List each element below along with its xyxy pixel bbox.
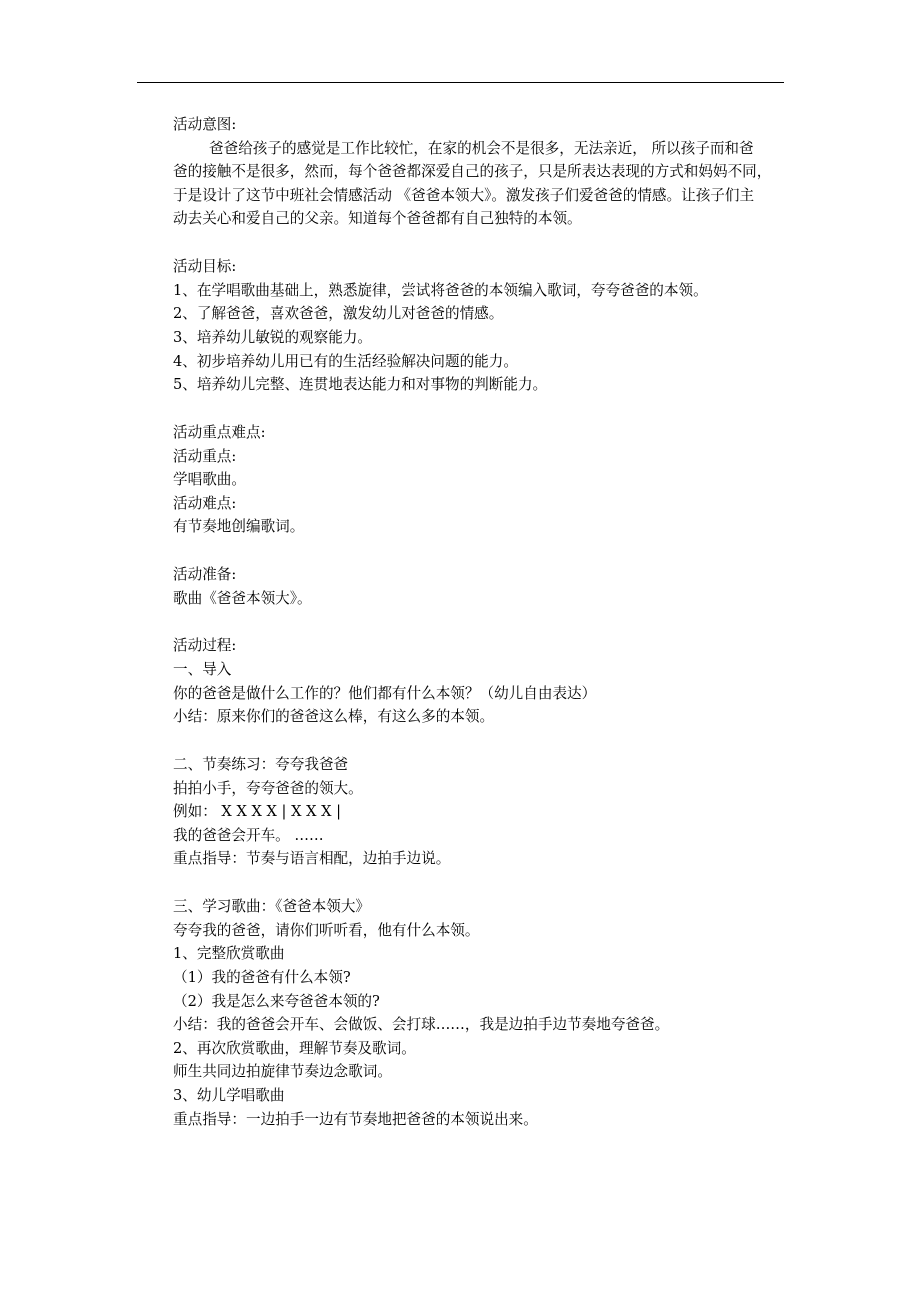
part2-line: 重点指导：节奏与语言相配，边拍手边说。 (173, 850, 451, 868)
process-heading: 活动过程: (173, 637, 237, 655)
part3-line: 1、完整欣赏歌曲 (173, 945, 285, 963)
part2-line: 拍拍小手，夸夸爸爸的领大。 (173, 779, 363, 797)
key-point-label: 活动重点: (173, 447, 237, 465)
spacer (173, 729, 793, 753)
difficulty-label: 活动难点: (173, 494, 237, 512)
difficulty-value: 有节奏地创编歌词。 (173, 518, 305, 536)
intent-heading: 活动意图: (173, 116, 237, 133)
spacer (173, 231, 793, 255)
prep-heading: 活动准备: (173, 566, 237, 584)
spacer (173, 871, 793, 895)
part3-line: 3、幼儿学唱歌曲 (173, 1086, 285, 1104)
prep-value: 歌曲《爸爸本领大》。 (173, 589, 312, 607)
part2-line: 例如： X X X X | X X X | (173, 803, 342, 821)
goal-item: 3、培养幼儿敏锐的观察能力。 (173, 328, 373, 346)
part2-line: 我的爸爸会开车。 …… (173, 826, 324, 844)
key-point-value: 学唱歌曲。 (173, 471, 246, 489)
intent-paragraph (173, 137, 785, 231)
part1-line: 你的爸爸是做什么工作的？他们都有什么本领？（幼儿自由表达） (173, 684, 597, 702)
part3-line: （1）我的爸爸有什么本领? (173, 968, 351, 986)
intent-line: 于是设计了这节中班社会情感活动 《爸爸本领大》。激发孩子们爱爸爸的情感。让孩子们主 (173, 186, 755, 204)
key-points-heading: 活动重点难点: (173, 423, 266, 441)
spacer (173, 539, 793, 563)
goal-item: 1、在学唱歌曲基础上，熟悉旋律，尝试将爸爸的本领编入歌词，夸夸爸爸的本领。 (173, 281, 708, 299)
document-body (173, 113, 793, 1131)
part3-line: （2）我是怎么来夸爸爸本领的? (173, 992, 380, 1010)
goals-heading: 活动目标: (173, 258, 237, 276)
intent-line: 动去关心和爱自己的父亲。知道每个爸爸都有自己独特的本领。 (173, 210, 582, 228)
intent-line: 爸的接触不是很多，然而，每个爸爸都深爱自己的孩子，只是所表达表现的方式和妈妈不同， (173, 163, 772, 181)
part3-line: 小结：我的爸爸会开车、会做饭、会打球……，我是边拍手边节奏地夸爸爸。 (173, 1016, 670, 1034)
part1-title: 一、导入 (173, 661, 232, 679)
header-rule (137, 82, 784, 83)
part2-title: 二、节奏练习：夸夸我爸爸 (173, 756, 349, 773)
part3-line: 重点指导：一边拍手一边有节奏地把爸爸的本领说出来。 (173, 1110, 538, 1128)
goal-item: 5、培养幼儿完整、连贯地表达能力和对事物的判断能力。 (173, 376, 548, 394)
part1-line: 小结：原来你们的爸爸这么棒，有这么多的本领。 (173, 708, 495, 726)
goal-item: 2、了解爸爸，喜欢爸爸，激发幼儿对爸爸的情感。 (173, 305, 504, 323)
spacer (173, 610, 793, 634)
spacer (173, 397, 793, 421)
part3-title: 三、学习歌曲：《爸爸本领大》 (173, 898, 371, 916)
part3-line: 师生共同边拍旋律节奏边念歌词。 (173, 1063, 392, 1081)
part3-line: 夸夸我的爸爸，请你们听听看，他有什么本领。 (173, 921, 480, 939)
part3-line: 2、再次欣赏歌曲，理解节奏及歌词。 (173, 1039, 416, 1057)
intent-line: 爸爸给孩子的感觉是工作比较忙，在家的机会不是很多，无法亲近， 所以孩子而和爸 (209, 139, 754, 157)
goal-item: 4、初步培养幼儿用已有的生活经验解决问题的能力。 (173, 352, 518, 370)
